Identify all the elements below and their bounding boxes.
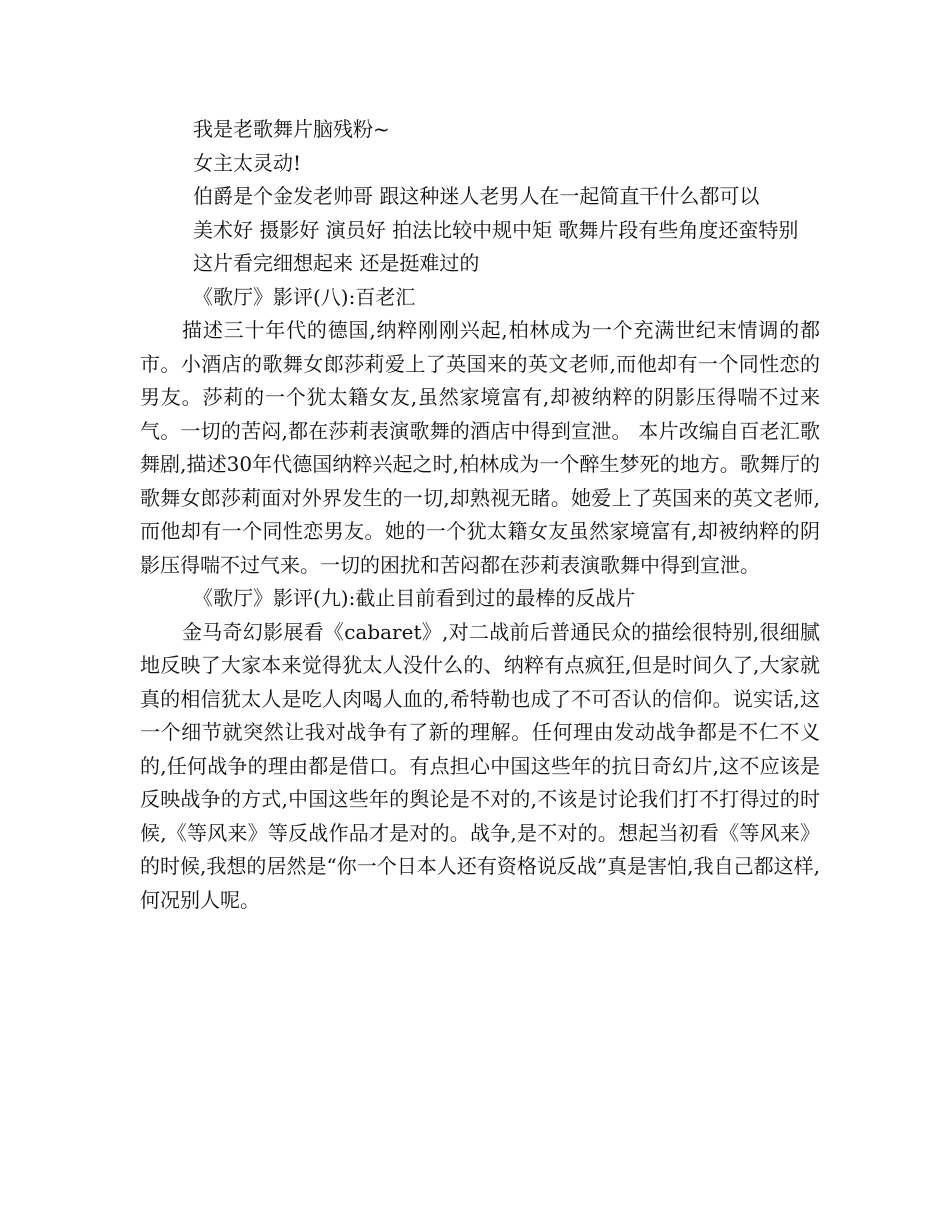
section-heading-9: 《歌厅》影评(九):截止目前看到过的最棒的反战片 (193, 586, 636, 610)
paragraph-5: 这片看完细想起来 还是挺难过的 (193, 251, 480, 275)
section-heading-8: 《歌厅》影评(八):百老汇 (193, 284, 416, 309)
paragraph-review-8: 描述三十年代的德国,纳粹刚刚兴起,柏林成为一个充满世纪末情调的都市。小酒店的歌舞女郎莎莉爱上了英国来的英文老师,而他却有一个同性恋的男友。莎莉的一个犹太籍女友,虽然家境富有,却被纳粹的阴影压得喘不过来气。一切的苦闷,都在莎莉表演歌舞的酒店中得到宣泄。 本片改编自百老汇歌舞剧,描述30年代德国纳粹兴起之时,柏林成为一个醉生梦死的地方。歌舞厅的歌舞女郎莎莉面对外界发生的一切,却熟视无睹。她爱上了英国来的英文老师,而他却有一个同性恋男友。她的一个犹太籍女友虽然家境富有,却被纳粹的阴影压得喘不过气来。一切的困扰和苦闷都在莎莉表演歌舞中得到宣泄。 (140, 318, 820, 577)
paragraph-3: 伯爵是个金发老帅哥 跟这种迷人老男人在一起简直干什么都可以 (193, 184, 760, 208)
paragraph-review-9: 金马奇幻影展看《cabaret》,对二战前后普通民众的描绘很特别,很细腻地反映了大家本来觉得犹太人没什么的、纳粹有点疯狂,但是时间久了,大家就真的相信犹太人是吃人肉喝人血的,希特勒也成了不可否认的信仰。说实话,这一个细节就突然让我对战争有了新的理解。任何理由发动战争都是不仁不义的,任何战争的理由都是借口。有点担心中国这些年的抗日奇幻片,这不应该是反映战争的方式,中国这些年的舆论是不对的,不该是讨论我们打不打得过的时候,《等风来》等反战作品才是对的。战争,是不对的。想起当初看《等风来》的时候,我想的居然是“你一个日本人还有资格说反战”真是害怕,我自己都这样,何况别人呢。 (140, 619, 820, 912)
document-body (140, 113, 820, 917)
paragraph-4: 美术好 摄影好 演员好 拍法比较中规中矩 歌舞片段有些角度还蛮特别 (193, 217, 799, 242)
paragraph-1: 我是老歌舞片脑残粉~ (193, 117, 390, 141)
paragraph-2: 女主太灵动! (193, 150, 302, 175)
